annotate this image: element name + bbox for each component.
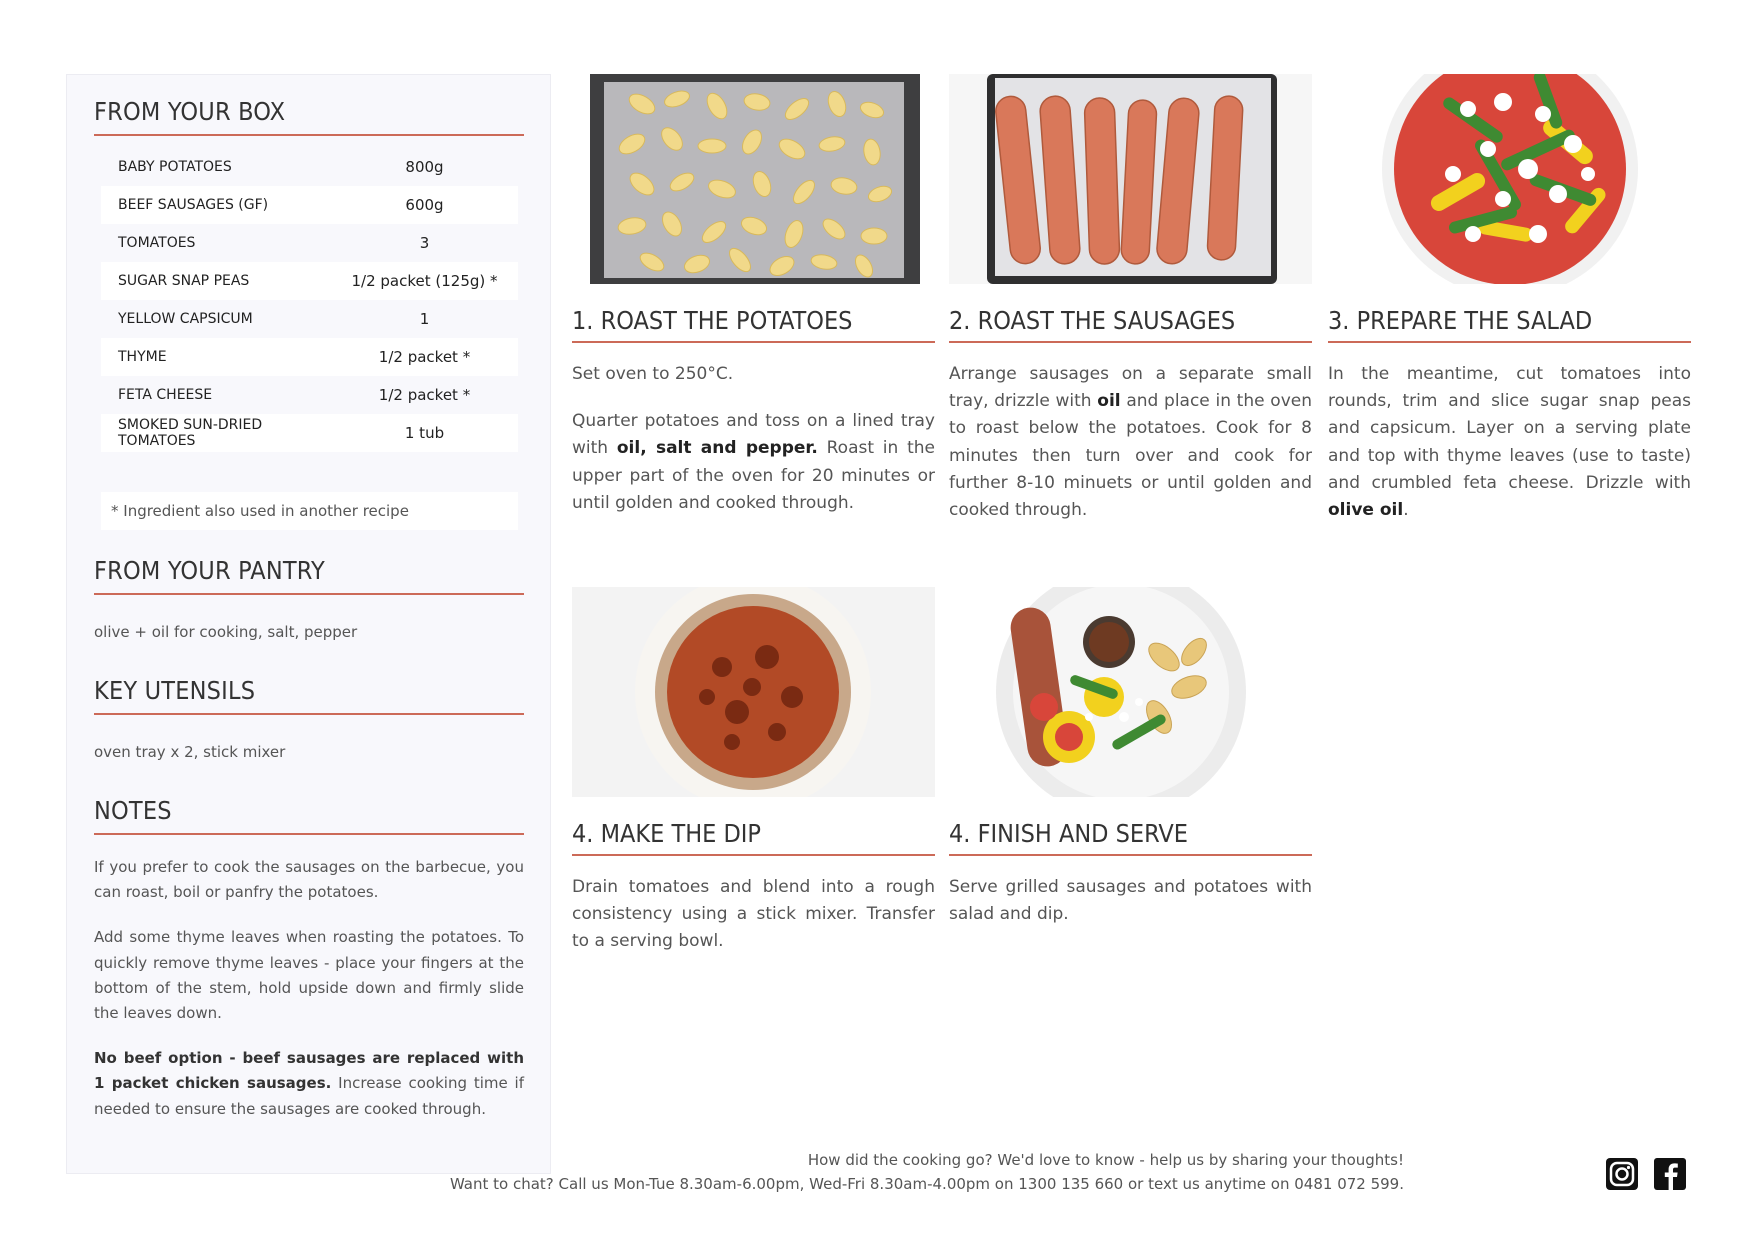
ingredient-qty: 1/2 packet * [378, 386, 471, 404]
step-title: 3. PREPARE THE SALAD [1328, 306, 1691, 343]
ingredients-panel [66, 74, 551, 1174]
step-text: Serve grilled sausages and potatoes with salad and dip. [949, 877, 1312, 925]
step-title: 1. ROAST THE POTATOES [572, 306, 935, 343]
ingredient-row [101, 224, 518, 262]
footer-contact [450, 1148, 1404, 1196]
step-make-dip [572, 587, 935, 956]
key-utensils-heading: KEY UTENSILS [94, 676, 524, 715]
instagram-icon[interactable] [1604, 1156, 1640, 1192]
step-text-part: . [1403, 499, 1409, 520]
pantry-section [94, 556, 523, 644]
step-text [572, 408, 935, 517]
step-body [572, 361, 935, 517]
ingredient-row [101, 300, 518, 338]
notes-text: Increase cooking time if needed to ensure the sausages are cooked through. [94, 1074, 525, 1118]
ingredient-row [101, 338, 518, 376]
ingredient-row [101, 262, 518, 300]
step-text [1328, 361, 1691, 524]
sausages-tray-photo [949, 74, 1312, 284]
step-body [949, 874, 1312, 928]
step-text: Drain tomatoes and blend into a rough consistency using a stick mixer. Transfer to a serving bowl. [572, 877, 935, 952]
ingredient-qty: 1/2 packet * [378, 348, 471, 366]
ingredient-table [101, 148, 518, 452]
step-text-part: Quarter potatoes and toss on a lined tray with [572, 411, 935, 459]
ingredient-qty: 800g [405, 158, 444, 176]
from-your-box-heading: FROM YOUR BOX [94, 97, 524, 136]
ingredient-row [101, 376, 518, 414]
facebook-icon[interactable] [1652, 1156, 1688, 1192]
ingredient-qty: 600g [405, 196, 444, 214]
step-text-part: and place in the oven to roast below the potatoes. Cook for 8 minutes then turn over and cook for further 8-10 minuets or until golden and cooked through. [949, 391, 1312, 520]
step-text: Set oven to 250°C. [572, 364, 734, 384]
ingredient-name: YELLOW CAPSICUM [118, 311, 253, 327]
utensils-text: oven tray x 2, stick mixer [94, 743, 286, 761]
ingredient-qty: 1/2 packet (125g) * [351, 272, 498, 290]
step-title: 2. ROAST THE SAUSAGES [949, 306, 1312, 343]
from-your-pantry-heading: FROM YOUR PANTRY [94, 556, 524, 595]
step-bold-text: oil [1097, 391, 1121, 412]
ingredient-qty: 1 tub [404, 424, 445, 442]
salad-plate-photo [1328, 74, 1691, 284]
notes-heading: NOTES [94, 796, 524, 835]
step-title: 4. FINISH AND SERVE [949, 819, 1312, 856]
ingredient-name: SUGAR SNAP PEAS [118, 273, 250, 289]
step-body [572, 874, 935, 956]
ingredient-name: BEEF SAUSAGES (GF) [118, 197, 269, 213]
ingredient-name: BABY POTATOES [118, 159, 232, 175]
step-text [949, 361, 1312, 524]
notes-paragraph [94, 1046, 524, 1122]
step-text-part: In the meantime, cut tomatoes into rounds, trim and slice sugar snap peas and capsicum. Layer on a serving plate and top with thyme leaves (use to taste) and crumbled feta cheese. Drizzle with [1328, 364, 1691, 493]
ingredient-row [101, 186, 518, 224]
step-title: 4. MAKE THE DIP [572, 819, 935, 856]
ingredient-footnote: * Ingredient also used in another recipe [101, 492, 518, 530]
step-body [1328, 361, 1691, 524]
step-prepare-salad [1328, 74, 1691, 524]
step-roast-sausages [949, 74, 1312, 524]
step-bold-text: olive oil [1328, 499, 1404, 520]
feedback-text: How did the cooking go? We'd love to know - help us by sharing your thoughts! [807, 1151, 1404, 1169]
served-plate-photo [949, 587, 1312, 797]
ingredient-qty: 1 [419, 310, 430, 328]
notes-bold-text: No beef option - beef sausages are replaced with 1 packet chicken sausages. [94, 1049, 524, 1093]
notes-paragraph: If you prefer to cook the sausages on the barbecue, you can roast, boil or panfry the potatoes. [94, 858, 524, 902]
step-text-part: Arrange sausages on a separate small tray, drizzle with [949, 364, 1312, 412]
notes-paragraph: Add some thyme leaves when roasting the potatoes. To quickly remove thyme leaves - place your fingers at the bottom of the stem, hold upside down and firmly slide the leaves down. [94, 928, 524, 1022]
ingredient-name: TOMATOES [118, 235, 196, 251]
ingredient-row [101, 414, 518, 452]
step-bold-text: oil, salt and pepper. [616, 438, 818, 459]
ingredient-qty: 3 [419, 234, 430, 252]
ingredient-name: SMOKED SUN-DRIED TOMATOES [118, 417, 263, 449]
notes-section [94, 796, 523, 1122]
step-text-part: Roast in the upper part of the oven for 20 minutes or until golden and cooked through. [572, 438, 935, 513]
step-body [949, 361, 1312, 524]
potatoes-tray-photo [572, 74, 935, 284]
ingredient-name: FETA CHEESE [118, 387, 213, 403]
ingredient-row [101, 148, 518, 186]
pantry-text: olive + oil for cooking, salt, pepper [94, 623, 358, 641]
step-finish-serve [949, 587, 1312, 928]
utensils-section [94, 676, 523, 764]
ingredient-name: THYME [118, 349, 167, 365]
step-roast-potatoes [572, 74, 935, 517]
dip-bowl-photo [572, 587, 935, 797]
contact-text: Want to chat? Call us Mon-Tue 8.30am-6.00pm, Wed-Fri 8.30am-4.00pm on 1300 135 660 or text us anytime on 0481 072 599. [449, 1175, 1404, 1193]
